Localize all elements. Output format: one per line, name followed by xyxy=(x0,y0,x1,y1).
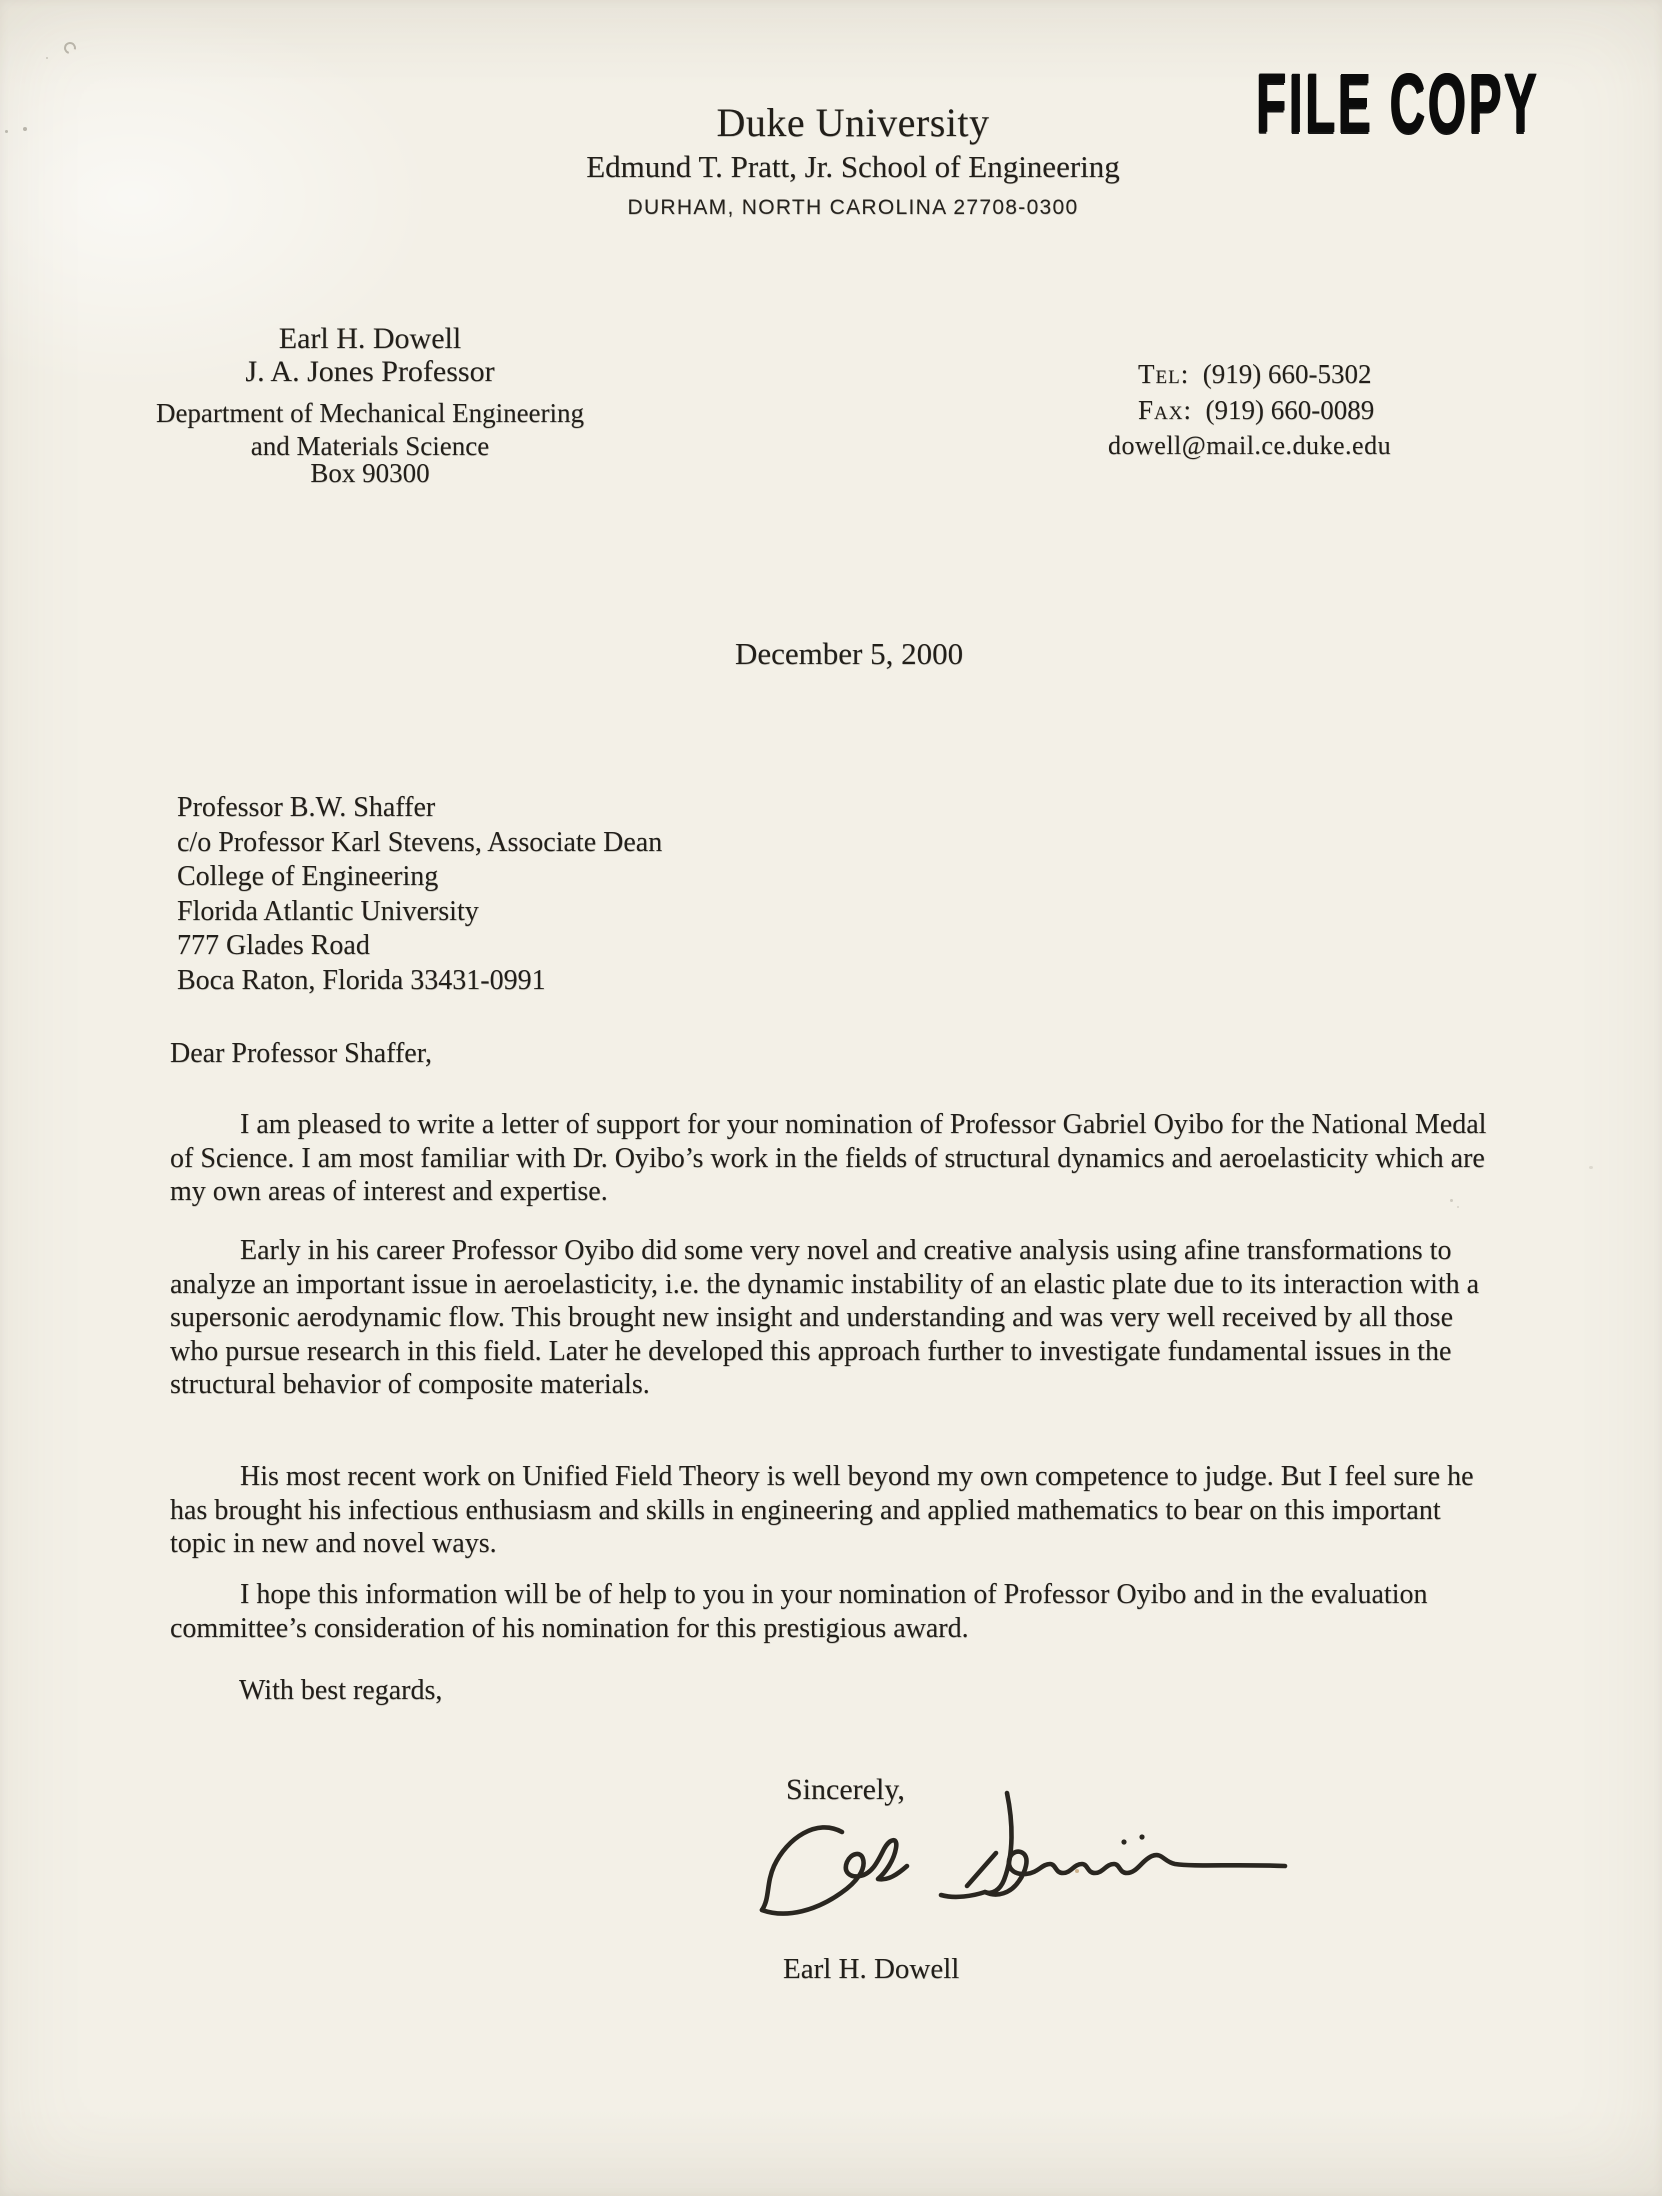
typed-signature-name: Earl H. Dowell xyxy=(783,1953,960,1985)
body-paragraph-2: Early in his career Professor Oyibo did some very novel and creative analysis using afine transformations to analyze an important issue in aeroelasticity, i.e. the dynamic instability of an elastic plate due to its interaction with a supersonic aerodynamic flow. This brought new insight and understanding and was very well received by all those who pursue research in this field. Later he developed this approach further to investigate fundamental issues in the structural behavior of composite materials. xyxy=(170,1235,1480,1401)
fax-label: Fax: xyxy=(1138,395,1192,425)
body-paragraph-3: His most recent work on Unified Field Theory is well beyond my own competence to judge. But I feel sure he has brought his infectious enthusiasm and skills in engineering and applied mathematics to bear on this important topic in new and novel ways. xyxy=(170,1461,1474,1560)
signature xyxy=(745,1782,1305,1942)
sender-name: Earl H. Dowell xyxy=(278,322,462,355)
fax-line xyxy=(1138,392,1391,428)
tel-number: (919) 660-5302 xyxy=(1202,359,1372,389)
salutation: Dear Professor Shaffer, xyxy=(170,1038,432,1069)
recipient-line: 777 Glades Road xyxy=(177,930,370,961)
sincerely-line: Sincerely, xyxy=(786,1773,905,1806)
recipient-address-block xyxy=(177,791,662,998)
scan-speck xyxy=(1457,1206,1459,1208)
scan-speck xyxy=(1075,1869,1079,1873)
email-address: dowell@mail.ce.duke.edu xyxy=(1108,431,1392,460)
letterhead-address: DURHAM, NORTH CAROLINA 27708-0300 xyxy=(627,196,1079,219)
university-name: Duke University xyxy=(716,100,990,145)
scan-speck xyxy=(46,57,48,59)
recipient-line: Professor B.W. Shaffer xyxy=(177,792,436,823)
scan-speck xyxy=(5,130,8,133)
scan-speck xyxy=(23,127,27,131)
recipient-line: Florida Atlantic University xyxy=(177,895,479,927)
body-paragraph-1: I am pleased to write a letter of support for your nomination of Professor Gabriel Oyibo for the National Medal of Science. I am most familiar with Dr. Oyibo’s work in the fields of structural dynamics and aeroelasticity which are my own areas of interest and expertise. xyxy=(170,1109,1487,1208)
letter-date: December 5, 2000 xyxy=(735,636,964,671)
sender-block xyxy=(120,322,620,490)
scan-speck xyxy=(1450,1199,1453,1202)
recipient-line: c/o Professor Karl Stevens, Associate Dean xyxy=(177,826,663,858)
fax-number: (919) 660-0089 xyxy=(1205,395,1375,425)
recipient-line: Boca Raton, Florida 33431-0991 xyxy=(177,964,546,996)
recipient-line: College of Engineering xyxy=(177,861,439,892)
letterhead xyxy=(353,100,1353,223)
school-name: Edmund T. Pratt, Jr. School of Engineering xyxy=(586,149,1120,184)
sender-box-number: Box 90300 xyxy=(310,458,430,488)
file-copy-stamp: FILE COPY xyxy=(1256,57,1540,152)
scan-speck xyxy=(62,40,78,56)
telephone-line xyxy=(1138,356,1391,392)
sender-title: J. A. Jones Professor xyxy=(245,355,495,388)
body-paragraph-4: I hope this information will be of help to you in your nomination of Professor Oyibo and in the evaluation committee’s consideration of his nomination for this prestigious award. xyxy=(170,1579,1428,1644)
sender-department-line1: Department of Mechanical Engineering xyxy=(155,398,585,428)
sender-department-line2: and Materials Science xyxy=(250,431,490,461)
closing-regards: With best regards, xyxy=(239,1675,443,1706)
scan-speck xyxy=(1589,1166,1593,1169)
tel-label: Tel: xyxy=(1138,359,1190,389)
contact-block xyxy=(1108,356,1392,464)
